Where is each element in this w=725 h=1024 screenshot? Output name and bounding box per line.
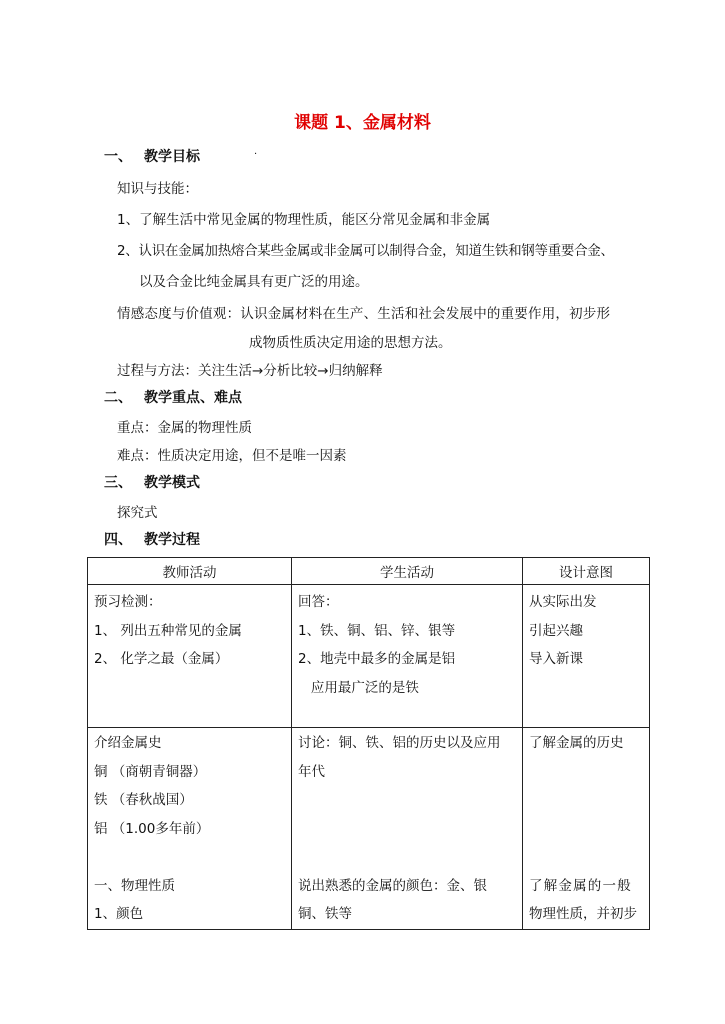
cell-line: 应用最广泛的是铁: [298, 679, 419, 696]
emotion-line-1: 情感态度与价值观：认识金属材料在生产、生活和社会发展中的重要作用，初步形: [117, 306, 611, 322]
cell-line: 铜、铁等: [298, 906, 352, 922]
cell-line: 从实际出发: [529, 594, 597, 610]
emotion-line-2: 成物质性质决定用途的思想方法。: [249, 335, 452, 351]
student-cell: [292, 728, 523, 930]
cell-line: 回答：: [298, 594, 339, 610]
student-cell: [292, 585, 523, 728]
method-text: 过程与方法：关注生活→分析比较→归纳解释: [117, 363, 383, 379]
section-4-label: 教学过程: [144, 532, 200, 548]
cell-line: [94, 843, 285, 872]
knowledge-item-2-line-2: 以及合金比纯金属具有更广泛的用途。: [139, 274, 369, 290]
cell-line: 铜 （商朝青铜器）: [94, 763, 207, 780]
cell-line: 了解金属的一般: [529, 877, 632, 894]
header-student: 学生活动: [292, 558, 523, 585]
teacher-cell: [88, 585, 292, 728]
section-1-label: 教学目标: [144, 149, 200, 165]
cell-line: [529, 815, 643, 844]
section-4-heading: [104, 529, 200, 549]
teaching-process-table: [87, 557, 650, 930]
cell-line: 介绍金属史: [94, 735, 162, 751]
section-3-heading: [104, 472, 200, 492]
section-1-heading: [104, 146, 200, 166]
knowledge-heading: 知识与技能：: [117, 181, 198, 197]
cell-line: 1、铁、铜、铝、锌、银等: [298, 622, 456, 639]
cell-line: 物理性质，并初步: [529, 906, 637, 922]
cell-line: 预习检测：: [94, 594, 162, 610]
cell-line: 一、物理性质: [94, 877, 175, 894]
section-1-number: 一、: [104, 149, 132, 165]
section-2-heading: [104, 387, 242, 407]
cell-line: [298, 786, 516, 815]
cell-line: 2、 化学之最（金属）: [94, 651, 229, 667]
section-2-label: 教学重点、难点: [144, 390, 242, 406]
section-3-number: 三、: [104, 475, 132, 491]
knowledge-item-2-line-1: 2、认识在金属加热熔合某些金属或非金属可以制得合金，知道生铁和钢等重要合金、: [117, 243, 614, 259]
cell-line: [298, 843, 516, 872]
cell-line: [298, 815, 516, 844]
table-header-row: [88, 558, 650, 585]
page-title: 课题 1、金属材料: [294, 113, 431, 133]
section-2-number: 二、: [104, 390, 132, 406]
section-3-label: 教学模式: [144, 475, 200, 491]
key-point-text: 重点：金属的物理性质: [117, 420, 252, 436]
cell-line: 引起兴趣: [529, 622, 583, 639]
cell-line: [529, 843, 643, 872]
teacher-cell: [88, 728, 292, 930]
cell-line: 了解金属的历史: [529, 735, 624, 751]
cell-line: 年代: [298, 763, 325, 780]
intent-cell: [523, 585, 650, 728]
cell-line: 导入新课: [529, 651, 583, 667]
stray-dot: .: [254, 146, 258, 157]
difficulty-text: 难点：性质决定用途，但不是唯一因素: [117, 448, 347, 464]
cell-line: [529, 758, 643, 787]
cell-line: 2、地壳中最多的金属是铝: [298, 651, 456, 667]
cell-line: 铁 （春秋战国）: [94, 792, 193, 808]
table-row: [88, 728, 650, 930]
cell-line: 1、颜色: [94, 906, 144, 922]
cell-line: [529, 786, 643, 815]
table-row: [88, 585, 650, 728]
intent-cell: [523, 728, 650, 930]
mode-text: 探究式: [117, 505, 158, 521]
cell-line: 铝 （1.00多年前）: [94, 820, 210, 837]
knowledge-item-1: 1、了解生活中常见金属的物理性质，能区分常见金属和非金属: [117, 212, 491, 228]
section-4-number: 四、: [104, 532, 132, 548]
header-intent: 设计意图: [523, 558, 650, 585]
cell-line: 说出熟悉的金属的颜色：金、银: [298, 877, 487, 894]
cell-line: 1、 列出五种常见的金属: [94, 622, 242, 639]
header-teacher: 教师活动: [88, 558, 292, 585]
cell-line: 讨论：铜、铁、铝的历史以及应用: [298, 735, 501, 751]
